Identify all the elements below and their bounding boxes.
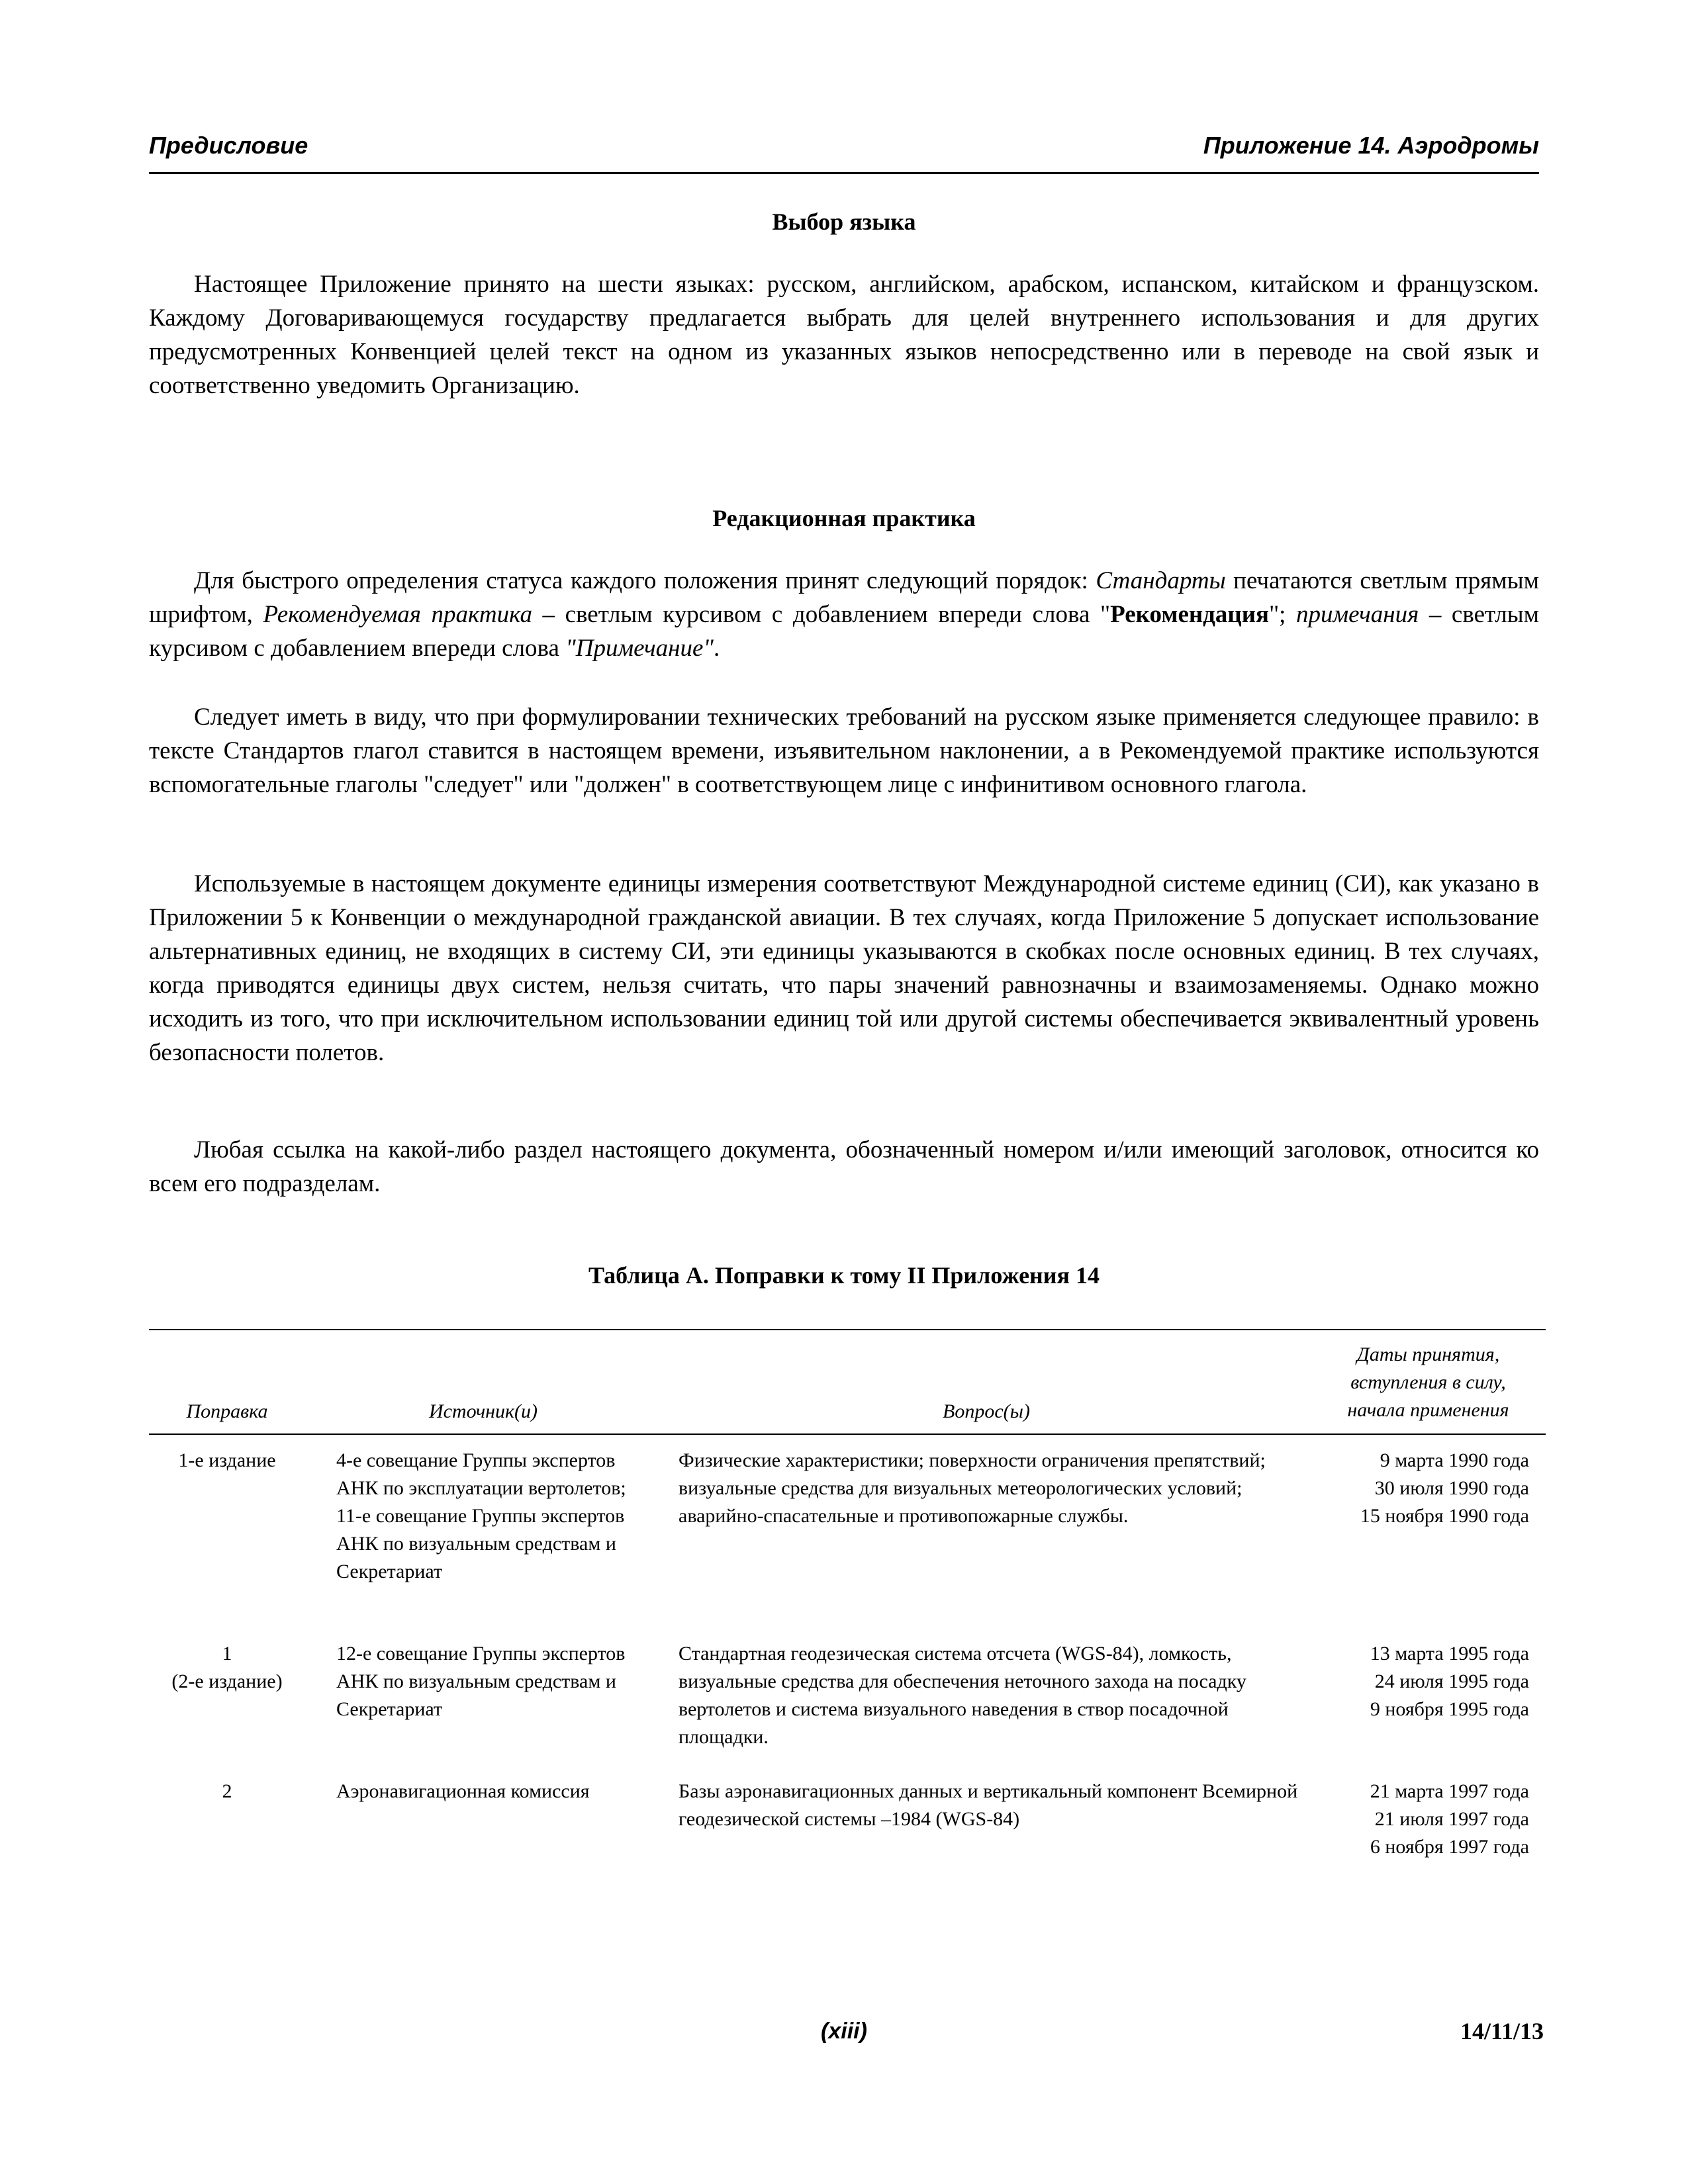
paragraph-editorial-1: Для быстрого определения статуса каждого положения принят следующий порядок: Стандарты печатаются светлым прямым шрифтом, Рекомендуемая практика – светлым курсивом с добавлением впереди слова "Рекомендация"; примечания – светлым курсивом с добавлением впереди слова "Примечание". [149,567,1539,662]
cell-amendment: 1-е издание [178,1449,276,1471]
cell-dates: 13 марта 1995 года 24 июля 1995 года 9 ноября 1995 года [1370,1643,1529,1720]
section-title-editorial: Редакционная практика [712,505,976,531]
table-top-rule [149,1329,1546,1330]
running-header-left: Предисловие [149,132,308,159]
cell-source: Аэронавигационная комиссия [336,1780,590,1802]
cell-source: 12-е совещание Группы экспертов АНК по визуальным средствам и Секретариат [336,1643,626,1720]
cell-amendment: 1 (2-е издание) [171,1643,283,1692]
page-number: (xiii) [821,2019,867,2044]
cell-amendment: 2 [222,1780,232,1802]
running-header-right: Приложение 14. Аэродромы [1203,132,1539,159]
paragraph-language: Настоящее Приложение принято на шести языках: русском, английском, арабском, испанском, китайском и французском. Каждому Договаривающемуся государству предлагается выбрать для целей внутреннего использования и для других предусмотренных Конвенцией целей текст на одном из указанных языков непосредственно или в переводе на свой язык и соответственно уведомить Организацию. [149,271,1539,399]
table-header-dates: Даты принятия, вступления в силу, начала применения [1347,1343,1509,1421]
table-title: Таблица A. Поправки к тому II Приложения 14 [588,1262,1100,1289]
table-header-source: Источник(и) [428,1400,538,1422]
cell-subject: Базы аэронавигационных данных и вертикальный компонент Всемирной геодезической системы –1984 (WGS-84) [679,1780,1298,1830]
cell-subject: Стандартная геодезическая система отсчета (WGS-84), ломкость, визуальные средства для обеспечения неточного захода на посадку вертолетов и система визуального наведения в створ посадочной площадки. [679,1643,1246,1748]
header-rule [149,172,1539,174]
cell-subject: Физические характеристики; поверхности ограничения препятствий; визуальные средства для визуальных метеорологических условий; аварийно-спасательные и противопожарные службы. [679,1449,1266,1527]
table-header-rule [149,1433,1546,1435]
section-title-language: Выбор языка [772,208,916,235]
cell-dates: 9 марта 1990 года 30 июля 1990 года 15 ноября 1990 года [1360,1449,1529,1527]
cell-dates: 21 марта 1997 года 21 июля 1997 года 6 ноября 1997 года [1370,1780,1529,1858]
cell-source: 4-е совещание Группы экспертов АНК по эксплуатации вертолетов; 11-е совещание Группы экспертов АНК по визуальным средствам и Секретариат [336,1449,626,1582]
paragraph-editorial-2: Следует иметь в виду, что при формулировании технических требований на русском языке применяется следующее правило: в тексте Стандартов глагол ставится в настоящем времени, изъявительном наклонении, а в Рекомендуемой практике используются вспомогательные глаголы "следует" или "должен" в соответствующем лице с инфинитивом основного глагола. [149,704,1539,798]
table-header-amendment: Поправка [186,1400,268,1422]
table-header-subject: Вопрос(ы) [943,1400,1030,1422]
revision-date: 14/11/13 [1460,2018,1544,2044]
paragraph-editorial-4: Любая ссылка на какой-либо раздел настоящего документа, обозначенный номером и/или имеющий заголовок, относится ко всем его подразделам. [149,1136,1539,1197]
paragraph-editorial-3: Используемые в настоящем документе единицы измерения соответствуют Международной системе единиц (СИ), как указано в Приложении 5 к Конвенции о международной гражданской авиации. В тех случаях, когда Приложение 5 допускает использование альтернативных единиц, не входящих в систему СИ, эти единицы указываются в скобках после основных единиц. В тех случаях, когда приводятся единицы двух систем, нельзя считать, что пары значений равнозначны и взаимозаменяемы. Однако можно исходить из того, что при исключительном использовании единиц той или другой системы обеспечивается эквивалентный уровень безопасности полетов. [149,870,1539,1066]
